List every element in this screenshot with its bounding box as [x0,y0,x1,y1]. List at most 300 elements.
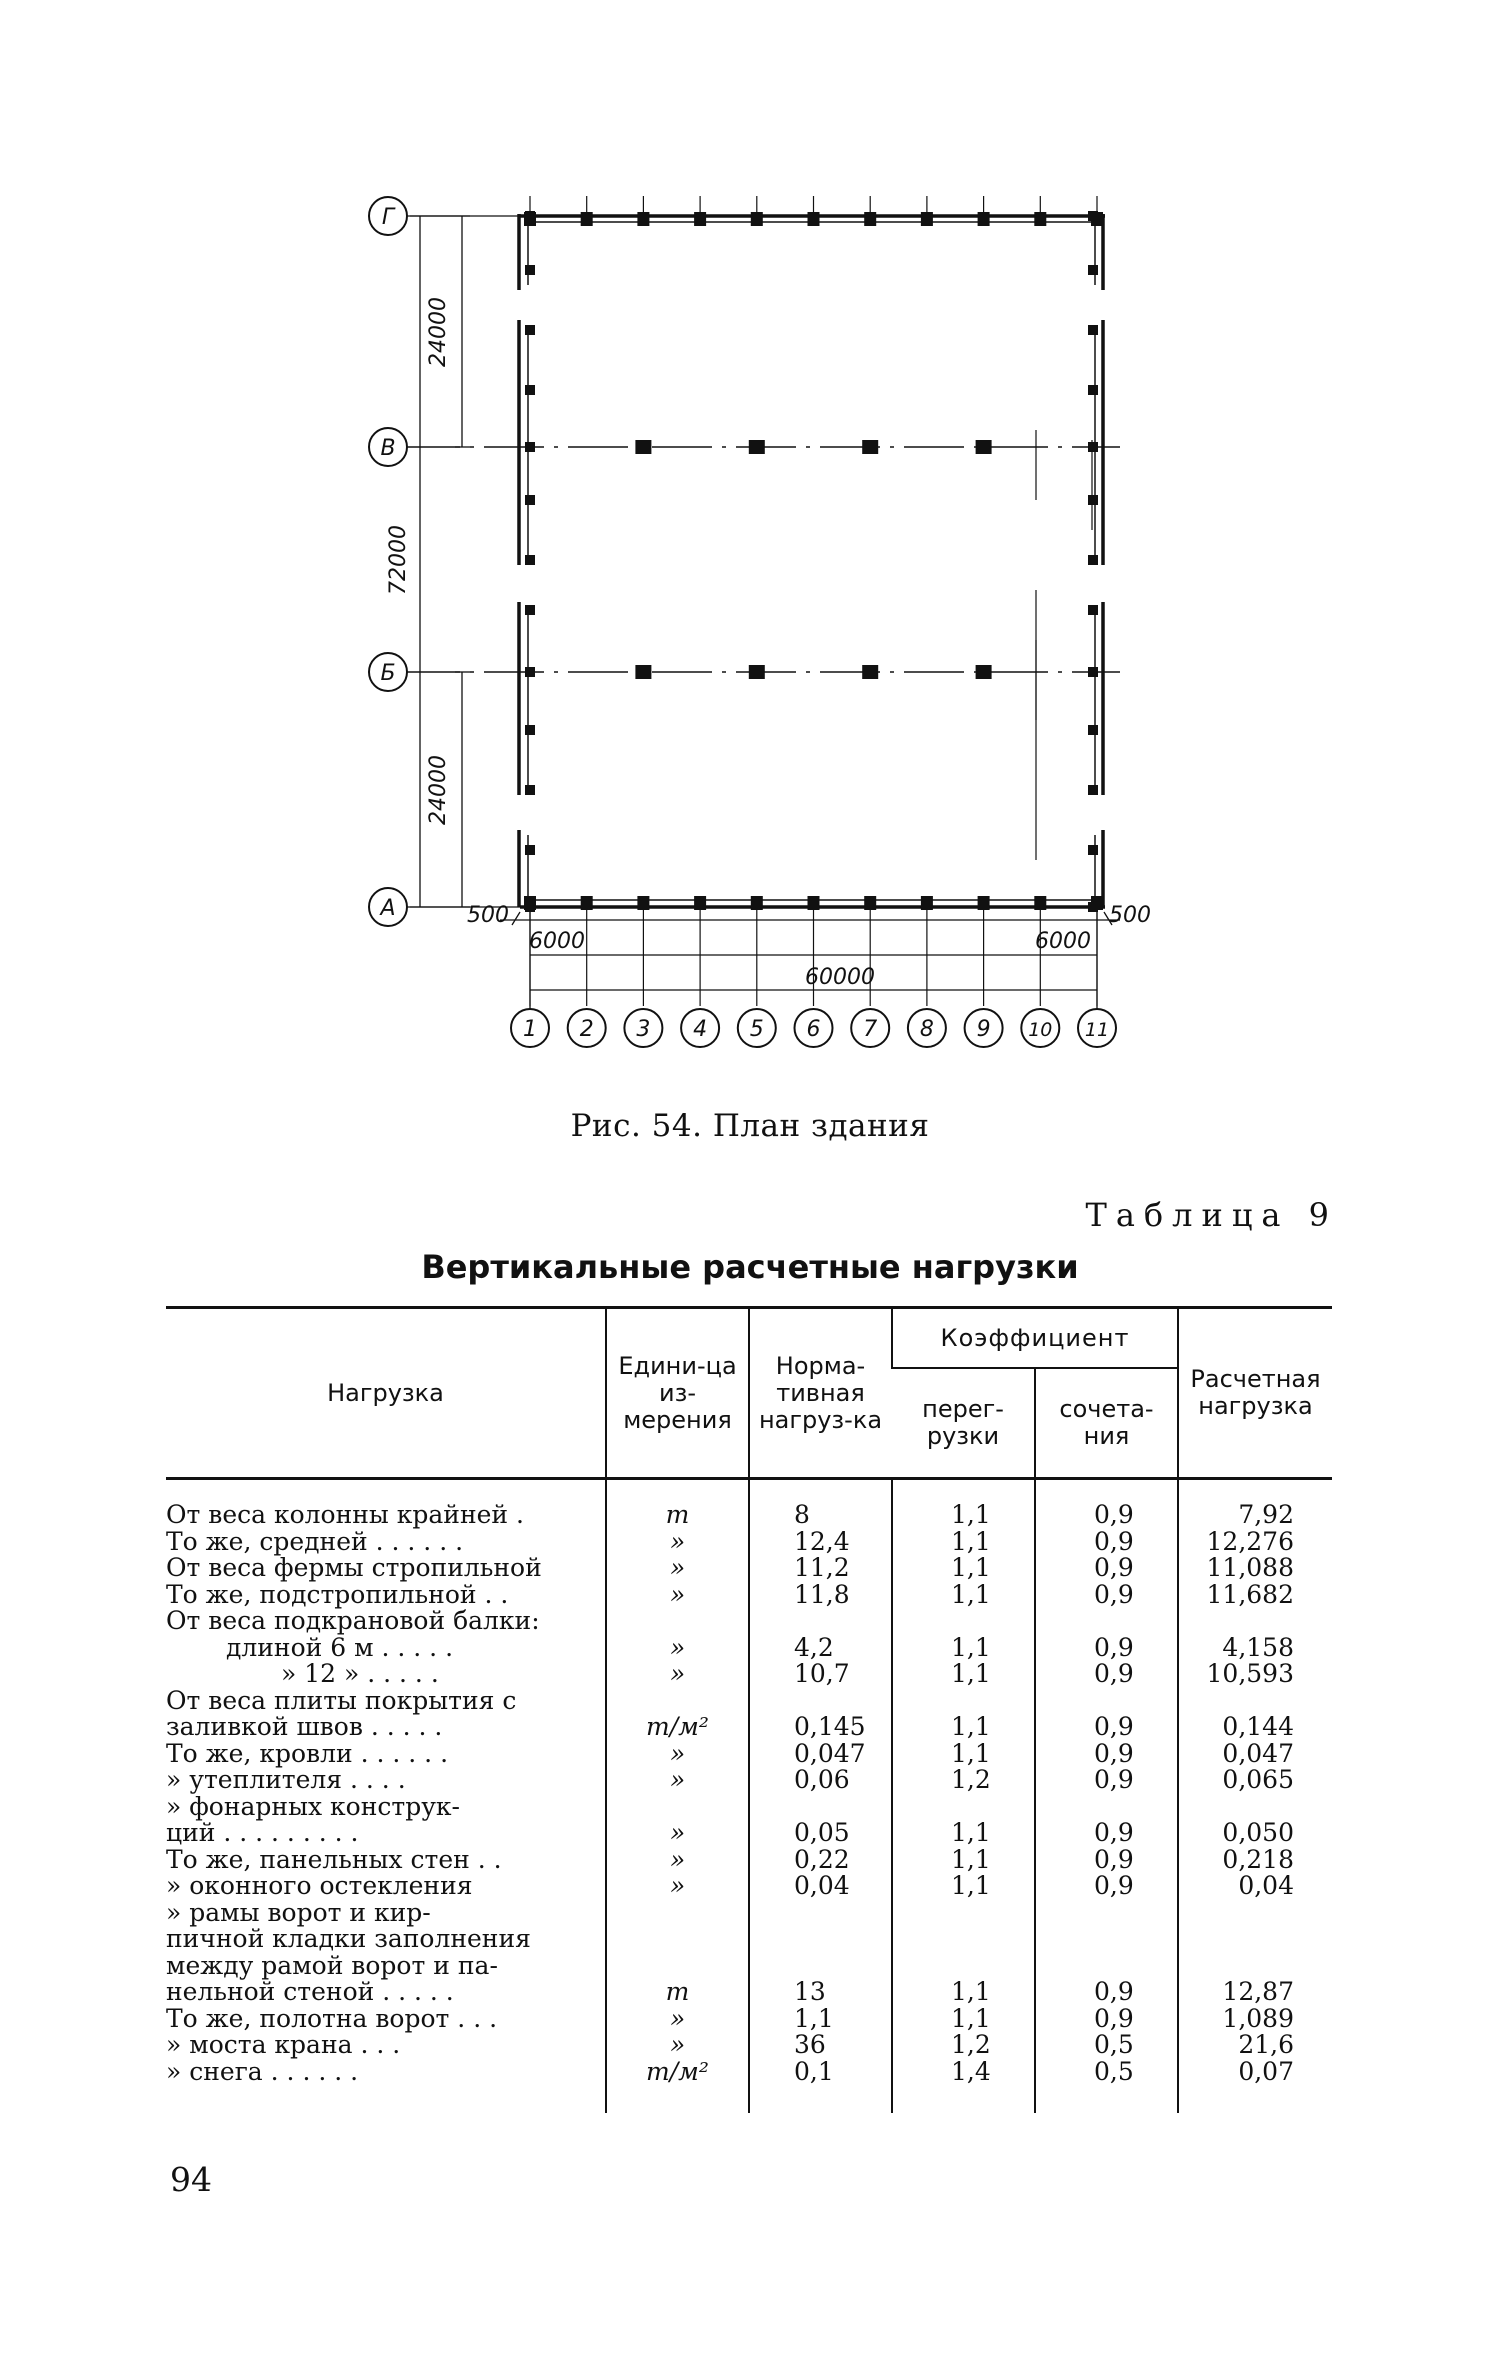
value-overload: 1,1 [951,1553,991,1582]
column-axisB-8 [976,665,992,679]
header-normative: Норма-тивная нагруз-ка [749,1308,892,1479]
axis-letter-1: В [380,436,396,461]
cell-normative [749,1688,892,1741]
cell-unit [606,1767,749,1794]
table-row [166,1479,1332,1529]
cell-combination [1035,1873,1178,1900]
cell-combination [1035,1661,1178,1688]
column-right-7 [1088,605,1098,615]
value-unit: т [665,1977,690,2006]
cell-combination [1035,1794,1178,1847]
column-left-2 [525,325,535,335]
loads-table [166,1306,1332,2113]
value-design: 0,065 [1222,1765,1294,1794]
cell-design [1178,2056,1332,2114]
dimension-lines [410,216,1120,1010]
value-unit: » [669,1871,686,1900]
dim-offset-right: 500 [1109,903,1151,928]
value-combination: 0,9 [1094,1765,1134,1794]
value-combination: 0,9 [1094,1579,1134,1609]
load-name [166,1661,606,1688]
load-name-line: » рамы ворот и кир- [166,1897,431,1927]
cell-normative [749,2032,892,2059]
value-unit: » [669,1765,686,1794]
column-left-8 [525,667,535,677]
column-left-11 [525,845,535,855]
dim-span-bottom: 24000 [426,755,451,825]
cell-unit [606,1794,749,1847]
value-combination: 0,9 [1094,1553,1134,1582]
cell-combination [1035,1738,1178,1768]
value-normative: 12,4 [794,1526,850,1556]
cell-combination [1035,2003,1178,2033]
load-name-line: То же, подстропильной . . [166,1579,509,1609]
cell-overload [892,1479,1035,1529]
load-name-line: нельной стеной . . . . . [166,1977,454,2006]
value-design: 0,04 [1238,1871,1294,1900]
value-combination: 0,9 [1094,1818,1134,1847]
load-name [166,1526,606,1556]
value-combination: 0,9 [1094,1659,1134,1688]
cell-combination [1035,1688,1178,1741]
column-right-9 [1088,725,1098,735]
value-unit: » [669,1632,686,1662]
cell-design [1178,1688,1332,1741]
load-name-line: То же, кровли . . . . . . [166,1738,449,1768]
value-overload: 1,1 [951,1977,991,2006]
value-normative: 0,05 [794,1818,850,1847]
cell-overload [892,2003,1035,2033]
cell-normative [749,1608,892,1661]
cell-unit [606,1526,749,1556]
cell-design [1178,1900,1332,2006]
axis-letter-3: А [380,896,396,921]
column-right-5 [1088,495,1098,505]
cell-combination [1035,2056,1178,2114]
load-name [166,1479,606,1529]
cell-unit [606,2003,749,2033]
value-overload: 1,1 [951,1659,991,1688]
value-unit: » [669,1738,686,1768]
column-left-12 [525,902,535,912]
value-combination: 0,5 [1094,2030,1134,2059]
load-name-line: То же, полотна ворот . . . [166,2003,498,2033]
cell-overload [892,1900,1035,2006]
column-top-10 [1034,212,1046,226]
load-name [166,1608,606,1661]
cell-design [1178,2032,1332,2059]
column-top-5 [751,212,763,226]
value-normative: 11,2 [794,1553,850,1582]
load-name [166,2056,606,2114]
cell-unit [606,1738,749,1768]
cell-normative [749,1738,892,1768]
value-normative: 0,06 [794,1765,850,1794]
cell-normative [749,1579,892,1609]
column-right-1 [1088,265,1098,275]
column-axisB-2 [635,665,651,679]
value-combination: 0,9 [1094,1738,1134,1768]
cell-normative [749,1844,892,1874]
cell-unit [606,1479,749,1529]
value-design: 4,158 [1222,1632,1294,1662]
axis-number-11: 11 [1084,1019,1110,1041]
cell-combination [1035,1479,1178,1529]
value-normative: 1,1 [794,2003,834,2033]
value-design: 0,218 [1222,1844,1294,1874]
value-overload: 1,4 [951,2056,991,2086]
axis-number-3: 3 [636,1017,651,1042]
cell-unit [606,1579,749,1609]
axis-number-1: 1 [523,1017,537,1042]
value-normative: 10,7 [794,1659,850,1688]
value-overload: 1,2 [951,2030,991,2059]
load-name-line: » утеплителя . . . . [166,1765,406,1794]
cell-overload [892,2032,1035,2059]
column-bottom-5 [751,896,763,910]
cell-design [1178,1661,1332,1688]
column-right-11 [1088,845,1098,855]
table-row [166,1794,1332,1847]
cell-combination [1035,1579,1178,1609]
column-left-9 [525,725,535,735]
column-right-4 [1088,442,1098,452]
load-name-line: То же, панельных стен . . [166,1844,502,1874]
cell-overload [892,1579,1035,1609]
value-overload: 1,1 [951,1844,991,1874]
cell-combination [1035,1608,1178,1661]
value-design: 21,6 [1238,2030,1294,2059]
column-top-9 [978,212,990,226]
column-right-10 [1088,785,1098,795]
cell-overload [892,1844,1035,1874]
column-top-4 [694,212,706,226]
table-row [166,1608,1332,1661]
value-combination: 0,9 [1094,1500,1134,1529]
cell-overload [892,1661,1035,1688]
value-unit: » [669,1553,686,1582]
load-name-line: От веса колонны крайней . [166,1500,524,1529]
column-top-2 [581,212,593,226]
value-combination: 0,5 [1094,2056,1134,2086]
axis-letter-2: Б [380,661,396,686]
column-bottom-4 [694,896,706,910]
column-axisV-8 [976,440,992,454]
value-unit: » [669,1526,686,1556]
table-row [166,1847,1332,1874]
value-overload: 1,2 [951,1765,991,1794]
value-normative: 0,04 [794,1871,850,1900]
value-design: 0,050 [1222,1818,1294,1847]
column-axisV-4 [749,440,765,454]
table-row [166,1582,1332,1609]
value-overload: 1,1 [951,1500,991,1529]
value-design: 0,047 [1222,1738,1294,1768]
axis-number-9: 9 [976,1017,991,1042]
value-normative: 8 [794,1500,810,1529]
value-overload: 1,1 [951,1818,991,1847]
value-combination: 0,9 [1094,1712,1134,1741]
value-normative: 36 [794,2030,826,2059]
table-row [166,1741,1332,1768]
value-combination: 0,9 [1094,1871,1134,1900]
cell-overload [892,1555,1035,1582]
value-overload: 1,1 [951,2003,991,2033]
cell-normative [749,1661,892,1688]
value-normative: 4,2 [794,1632,834,1662]
axis-number-7: 7 [863,1017,878,1042]
axis-letter-0: Г [381,205,395,230]
dim-span-top: 24000 [426,297,451,367]
value-combination: 0,9 [1094,2003,1134,2033]
table-row [166,1661,1332,1688]
value-design: 1,089 [1222,2003,1294,2033]
load-name [166,1738,606,1768]
cell-unit [606,2032,749,2059]
load-name-line: » оконного остекления [166,1871,473,1900]
axis-number-2: 2 [579,1017,594,1042]
load-name-line: От веса фермы стропильной [166,1553,542,1582]
value-overload: 1,1 [951,1871,991,1900]
cell-normative [749,2056,892,2114]
cell-overload [892,1767,1035,1794]
load-name [166,1791,606,1847]
load-name [166,1767,606,1794]
cell-overload [892,1608,1035,1661]
value-unit: » [669,1818,686,1847]
column-bottom-3 [637,896,649,910]
cell-design [1178,1767,1332,1794]
load-name [166,1579,606,1609]
cell-normative [749,1479,892,1529]
table-row [166,1873,1332,1900]
value-design: 12,87 [1222,1977,1294,2006]
cell-unit [606,1688,749,1741]
cell-normative [749,1873,892,1900]
grid-axes [400,447,1120,672]
table-label: Таблица 9 [1085,1196,1338,1234]
load-name [166,1555,606,1582]
value-design: 12,276 [1206,1526,1294,1556]
value-normative: 0,145 [794,1712,866,1741]
building-plan-figure [0,0,1500,1080]
load-name [166,1873,606,1900]
value-design: 0,07 [1238,2056,1294,2086]
load-name-line: От веса плиты покрытия с [166,1685,517,1715]
column-top-6 [808,212,820,226]
load-name-line: длиной 6 м . . . . . [226,1632,454,1662]
table-row [166,2059,1332,2114]
building-outline [519,214,1105,907]
load-name-line: ций . . . . . . . . . [166,1818,359,1847]
cell-overload [892,1526,1035,1556]
table-row [166,1555,1332,1582]
cell-normative [749,1555,892,1582]
cell-overload [892,2056,1035,2114]
value-unit: » [669,2003,686,2033]
column-left-10 [525,785,535,795]
load-name [166,2032,606,2059]
table-row [166,1688,1332,1741]
table-row [166,2032,1332,2059]
axis-number-10: 10 [1028,1019,1053,1041]
table-row [166,2006,1332,2033]
column-right-6 [1088,555,1098,565]
column-bottom-2 [581,896,593,910]
cell-overload [892,1794,1035,1847]
cell-unit [606,1873,749,1900]
column-left-4 [525,442,535,452]
cell-design [1178,1479,1332,1529]
axis-number-4: 4 [693,1017,708,1042]
column-right-0 [1088,211,1098,221]
figure-caption: Рис. 54. План здания [570,1108,930,1144]
load-name [166,2003,606,2033]
cell-normative [749,1767,892,1794]
cell-design [1178,1844,1332,1874]
value-design: 7,92 [1238,1500,1294,1529]
column-bottom-10 [1034,896,1046,910]
load-name [166,1685,606,1741]
cell-design [1178,1526,1332,1556]
value-overload: 1,1 [951,1526,991,1556]
column-left-5 [525,495,535,505]
value-unit: » [669,1579,686,1609]
column-axisB-6 [862,665,878,679]
table-row [166,1529,1332,1556]
cell-combination [1035,1844,1178,1874]
cell-combination [1035,1526,1178,1556]
cell-normative [749,2003,892,2033]
value-overload: 1,1 [951,1738,991,1768]
cell-unit [606,1900,749,2006]
column-left-3 [525,385,535,395]
dim-bay-first: 6000 [529,929,585,954]
header-overload: перег-рузки [892,1368,1035,1479]
column-right-2 [1088,325,1098,335]
load-name-line: То же, средней . . . . . . [166,1526,464,1556]
cell-overload [892,1688,1035,1741]
load-name [166,1897,606,2006]
column-bottom-9 [978,896,990,910]
cell-combination [1035,1900,1178,2006]
value-normative: 0,22 [794,1844,850,1874]
table-row [166,1767,1332,1794]
load-name-line: заливкой швов . . . . . [166,1712,443,1741]
dim-bay-last: 6000 [1035,929,1091,954]
cell-design [1178,1555,1332,1582]
value-unit: т [665,1500,690,1529]
header-coefficient: Коэффициент [892,1308,1178,1369]
value-overload: 1,1 [951,1579,991,1609]
cell-combination [1035,1555,1178,1582]
column-right-12 [1088,902,1098,912]
cell-unit [606,1661,749,1688]
value-normative: 0,1 [794,2056,834,2086]
header-combination: сочета-ния [1035,1368,1178,1479]
dim-offset-left: 500 [467,903,509,928]
load-name-line: От веса подкрановой балки: [166,1606,540,1635]
column-bottom-6 [808,896,820,910]
cell-overload [892,1738,1035,1768]
column-axisV-2 [635,440,651,454]
header-unit: Едини-ца из-мерения [606,1308,749,1479]
value-normative: 13 [794,1977,826,2006]
cell-normative [749,1794,892,1847]
column-bottom-8 [921,896,933,910]
cell-overload [892,1873,1035,1900]
axis-number-5: 5 [749,1017,764,1042]
cell-design [1178,1608,1332,1661]
value-combination: 0,9 [1094,1526,1134,1556]
column-left-0 [525,211,535,221]
value-overload: 1,1 [951,1712,991,1741]
dim-total-height: 72000 [386,525,411,595]
value-normative: 11,8 [794,1579,850,1609]
value-unit: » [669,2030,686,2059]
value-unit: » [669,1844,686,1874]
dim-total-length: 60000 [805,965,875,990]
column-bottom-7 [864,896,876,910]
axis-number-6: 6 [806,1017,821,1042]
load-name-line: » 12 » . . . . . [281,1659,439,1688]
load-name-line: между рамой ворот и па- [166,1950,498,1980]
load-name-line: пичной кладки заполнения [166,1924,531,1953]
value-overload: 1,1 [951,1632,991,1662]
value-design: 11,088 [1206,1553,1294,1582]
cell-design [1178,1794,1332,1847]
column-left-7 [525,605,535,615]
cell-normative [749,1900,892,2006]
cell-normative [749,1526,892,1556]
load-name-line: » фонарных конструк- [166,1791,460,1821]
column-left-6 [525,555,535,565]
column-right-8 [1088,667,1098,677]
column-axisB-4 [749,665,765,679]
cell-combination [1035,1767,1178,1794]
cell-unit [606,2056,749,2114]
cell-design [1178,2003,1332,2033]
page-number: 94 [170,2160,212,2199]
column-axisV-6 [862,440,878,454]
column-right-3 [1088,385,1098,395]
cell-design [1178,1738,1332,1768]
value-unit: т/м² [646,2056,709,2086]
load-name-line: » моста крана . . . [166,2030,401,2059]
table-row [166,1900,1332,2006]
column-top-7 [864,212,876,226]
value-combination: 0,9 [1094,1977,1134,2006]
header-load: Нагрузка [166,1308,606,1479]
load-name-line: » снега . . . . . . [166,2056,359,2086]
value-combination: 0,9 [1094,1844,1134,1874]
axis-number-8: 8 [919,1017,934,1042]
column-left-1 [525,265,535,275]
cell-unit [606,1555,749,1582]
header-design: Расчетная нагрузка [1178,1308,1332,1479]
value-combination: 0,9 [1094,1632,1134,1662]
column-top-3 [637,212,649,226]
value-design: 0,144 [1222,1712,1294,1741]
value-normative: 0,047 [794,1738,866,1768]
value-unit: » [669,1659,686,1688]
cell-design [1178,1873,1332,1900]
value-design: 11,682 [1206,1579,1294,1609]
value-design: 10,593 [1206,1659,1294,1688]
cell-design [1178,1579,1332,1609]
table-title: Вертикальные расчетные нагрузки [421,1248,1079,1286]
value-unit: т/м² [646,1712,709,1741]
